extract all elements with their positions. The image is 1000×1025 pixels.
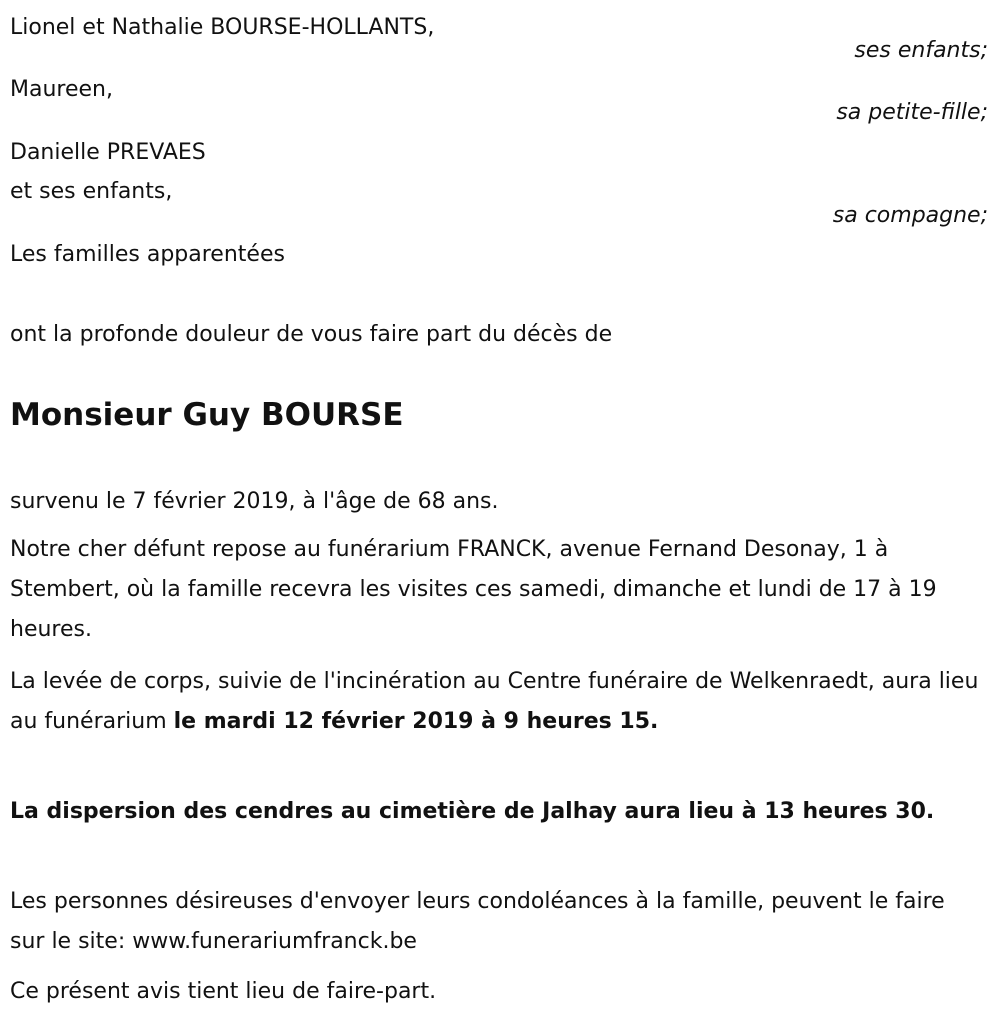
dispersion-paragraph: La dispersion des cendres au cimetière de Jalhay aura lieu à 13 heures 30.	[10, 799, 935, 824]
relation-granddaughter: sa petite-fille;	[836, 100, 988, 125]
announcement-intro: ont la profonde douleur de vous faire part du décès de	[10, 322, 613, 347]
rest-paragraph: Notre cher défunt repose au funérarium FRANCK, avenue Fernand Desonay, 1 à Stembert, où la famille recevra les visites ces samedi, dimanche et lundi de 17 à 19 heures.	[10, 537, 937, 642]
family-member-companion: Danielle PREVAES	[10, 140, 206, 165]
relation-children: ses enfants;	[854, 38, 988, 63]
family-member-companion-children: et ses enfants,	[10, 179, 173, 204]
ceremony-text: La levée de corps, suivie de l'incinération au Centre funéraire de Welkenraedt, aura lieu au funérarium	[10, 669, 979, 734]
ceremony-paragraph	[10, 662, 985, 742]
condolences-paragraph: Les personnes désireuses d'envoyer leurs condoléances à la famille, peuvent le faire sur le site: www.funerariumfranck.be	[10, 889, 945, 954]
relation-companion: sa compagne;	[832, 203, 988, 228]
family-member-granddaughter: Maureen,	[10, 77, 113, 102]
family-member-children: Lionel et Nathalie BOURSE-HOLLANTS,	[10, 15, 435, 40]
death-paragraph: survenu le 7 février 2019, à l'âge de 68 ans.	[10, 489, 499, 514]
deceased-name: Monsieur Guy BOURSE	[10, 397, 404, 433]
closing-paragraph: Ce présent avis tient lieu de faire-part.	[10, 979, 437, 1004]
family-relatives: Les familles apparentées	[10, 242, 285, 267]
ceremony-date: le mardi 12 février 2019 à 9 heures 15.	[173, 709, 659, 734]
